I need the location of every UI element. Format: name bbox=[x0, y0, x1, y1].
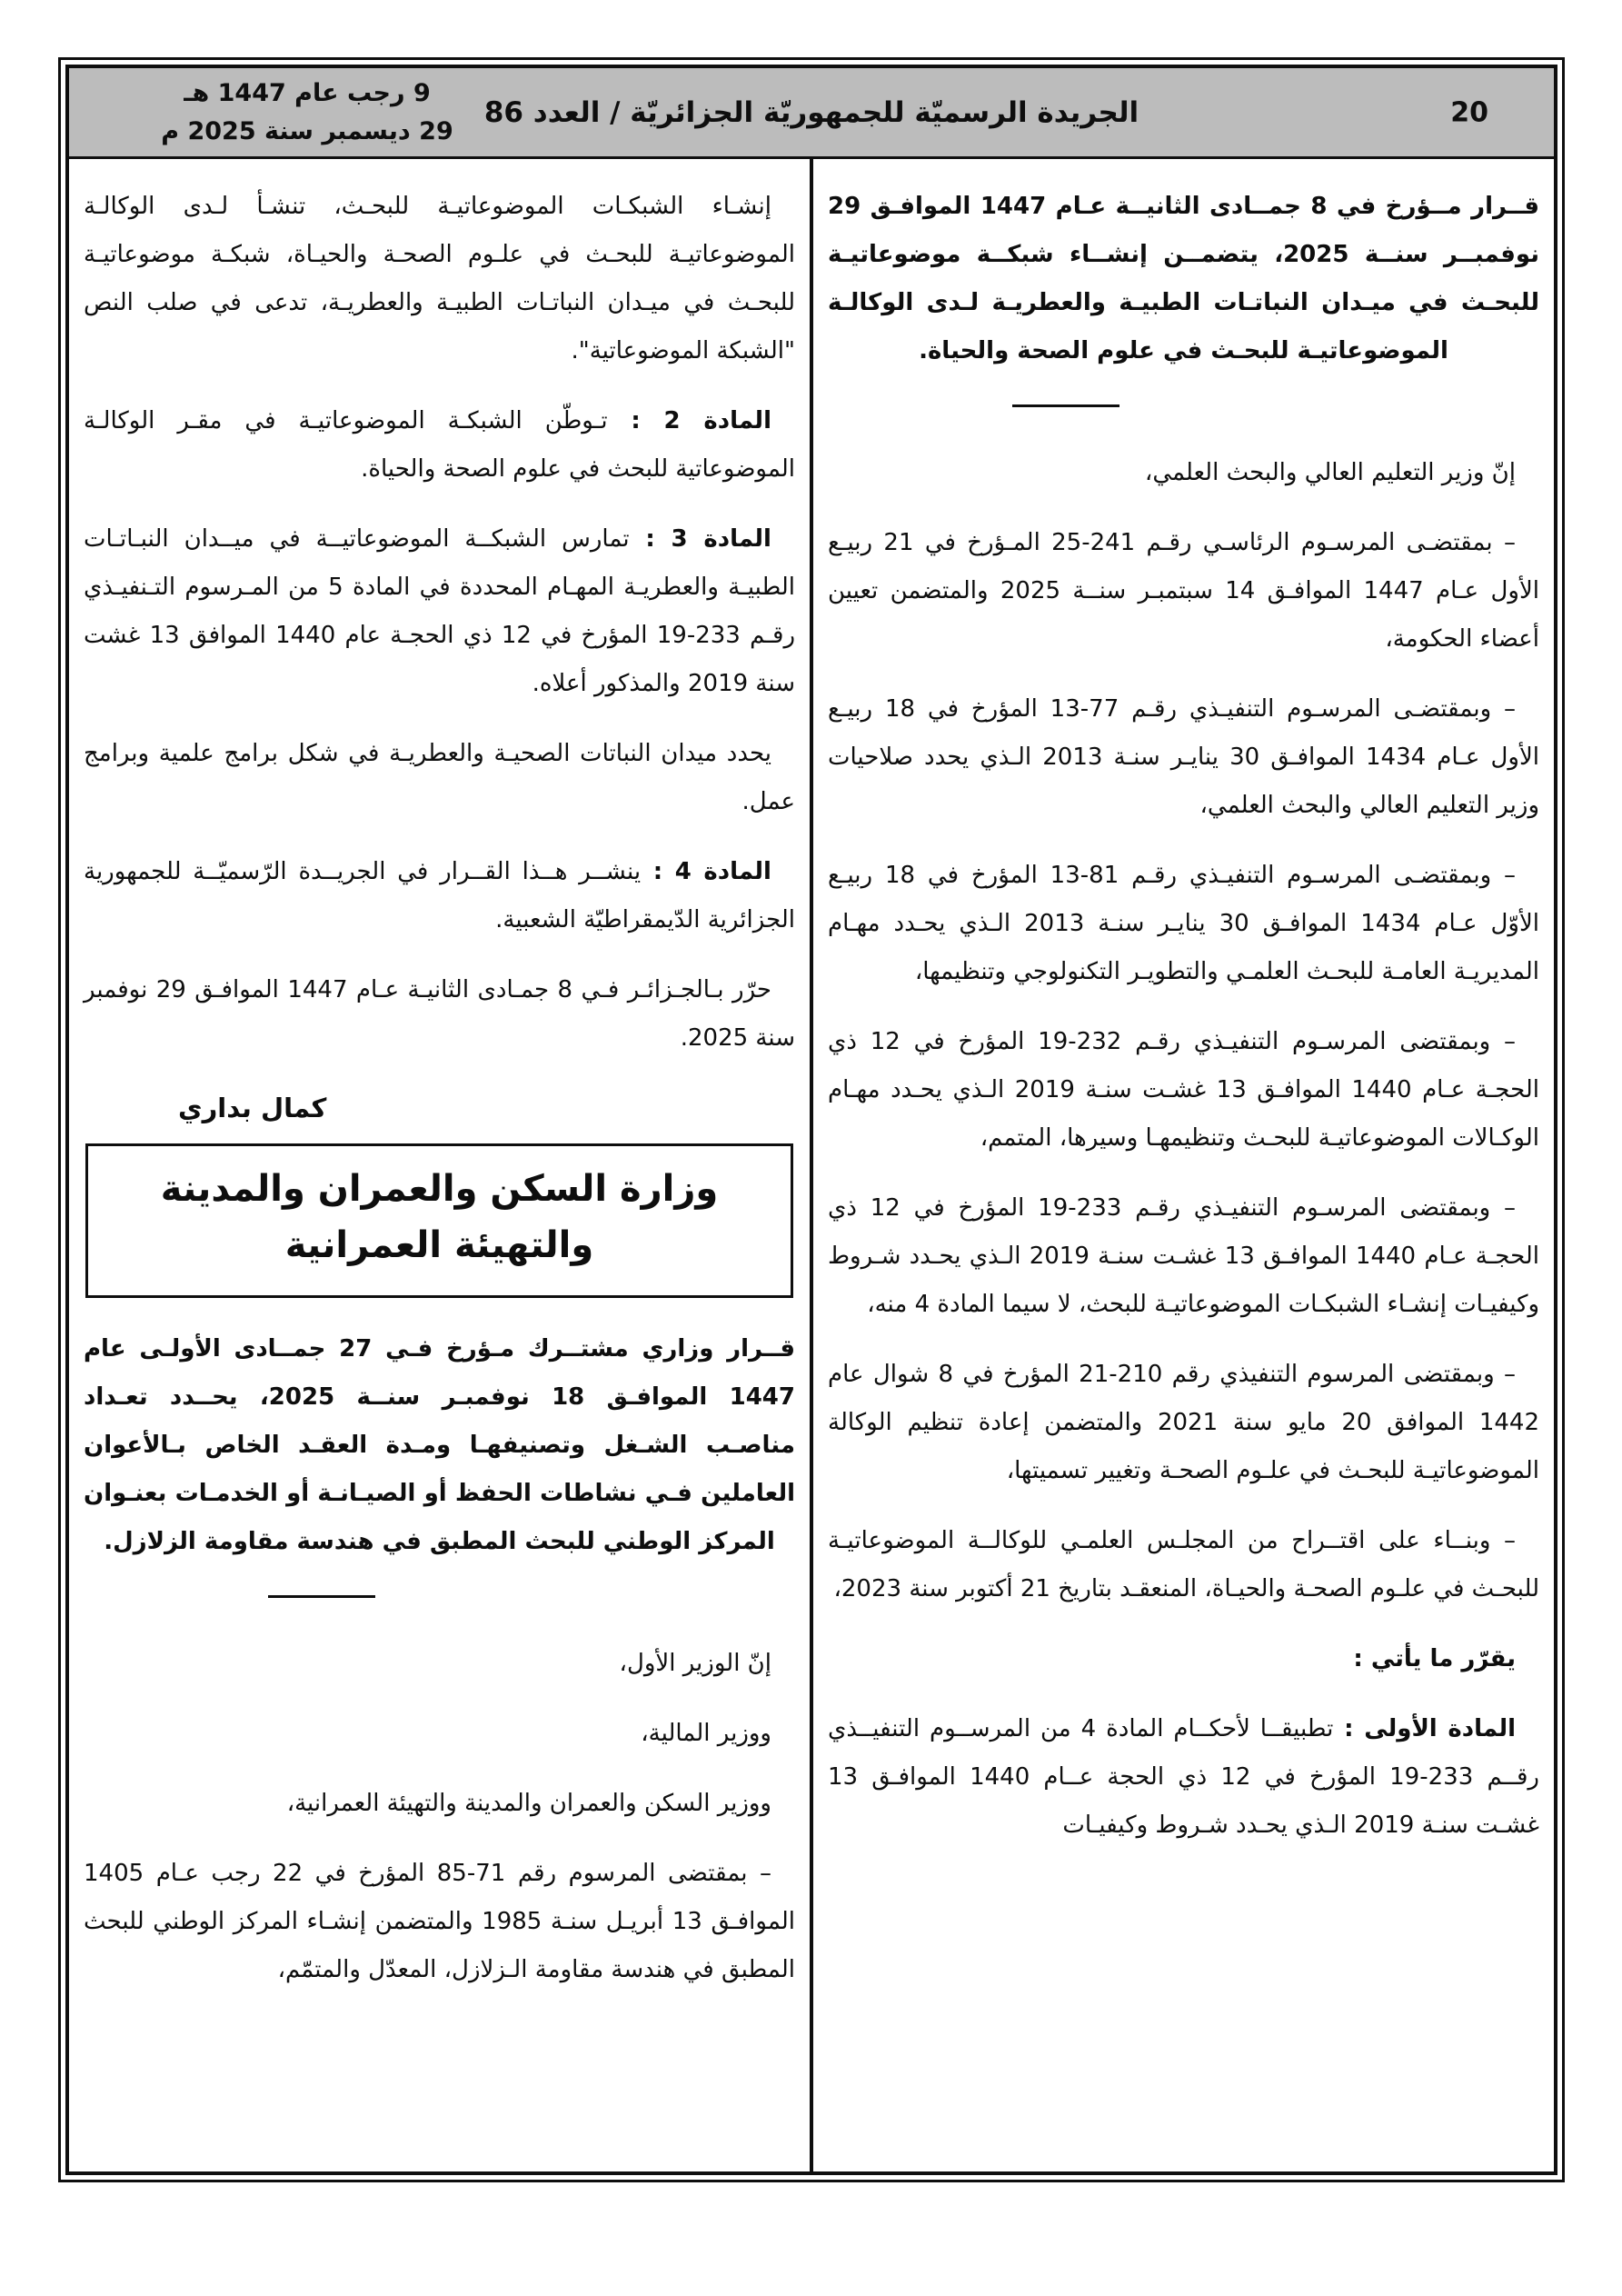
page-frame bbox=[58, 57, 1565, 2182]
box-title-line: والتهيئة العمرانية bbox=[284, 1224, 594, 1266]
paragraph: – وبمقتضى المرسـوم التنفيـذي رقـم 233-19 المؤرخ في 12 ذي الحجـة عـام 1440 الموافـق 13 غشـت سنـة 2019 الـذي يحـدد شـروط وكيفيـات إنشـاء الشبكـات الموضوعاتيـة للبحث، لا سيما المادة 4 منه، bbox=[828, 1194, 1540, 1318]
journal-title: الجريدة الرسميّة للجمهوريّة الجزائريّة / العدد 86 bbox=[483, 95, 1139, 129]
page-inner-border bbox=[65, 65, 1557, 2175]
date-gregorian: 29 ديسمبر سنة 2025 م bbox=[161, 116, 453, 145]
paragraph: – وبنــاء على اقتــراح من المجلـس العلمـي للوكالــة الموضوعاتيـة للبحـث في علـوم الصحـة والحيـاة، المنعقـد بتاريخ 21 أكتوبر سنة 2023، bbox=[828, 1527, 1539, 1602]
header-dates bbox=[80, 75, 534, 151]
header-band bbox=[69, 68, 1554, 159]
page-number: 20 bbox=[1450, 96, 1488, 128]
signature-name: كمال بداري bbox=[178, 1093, 327, 1123]
paragraph: إنّ الوزير الأول، bbox=[619, 1650, 771, 1677]
paragraph: – وبمقتضى المرسوم التنفيذي رقم 210-21 المؤرخ في 8 شوال عام 1442 الموافق 20 مايو سنة 2021 والمتضمن إعادة تنظيم الوكالة الموضوعاتيـة للبحـث في علـوم الصحـة وتغيير تسميتها، bbox=[828, 1361, 1539, 1484]
article-lead: المادة 3 : bbox=[629, 525, 771, 553]
date-hijri: 9 رجب عام 1447 هـ bbox=[184, 78, 431, 107]
paragraph: حرّر بـالجـزائـر فـي 8 جمـادى الثانيـة عـام 1447 الموافـق 29 نوفمبر سنة 2025. bbox=[84, 976, 795, 1052]
article-lead: المادة 2 : bbox=[607, 407, 771, 434]
decree-heading: قــرار مــؤرخ في 8 جمــادى الثانيــة عـام 1447 الموافـق 29 نوفمبــر سنــة 2025، يتضمــن إنشــاء شبكــة موضوعاتيـة للبحـث في ميـدان النباتـات الطبيـة والعطريـة لـدى الوكالـة الموضوعاتيـة للبحـث في علوم الصحة والحياة. bbox=[828, 193, 1539, 364]
paragraph: ووزير المالية، bbox=[641, 1720, 771, 1747]
article-paragraph: المادة 2 : تـوطّن الشبكـة الموضوعاتيـة في مقـر الوكالـة الموضوعاتية للبحث في علوم الصحة والحياة. bbox=[84, 407, 795, 483]
ministry-box-title bbox=[85, 1143, 793, 1298]
box-title-line: وزارة السكن والعمران والمدينة bbox=[160, 1168, 719, 1210]
paragraph: إنّ وزير التعليم العالي والبحث العلمي، bbox=[1144, 459, 1516, 486]
paragraph: إنشـاء الشبكـات الموضوعاتيـة للبحـث، تنشـأ لـدى الوكالـة الموضوعاتيـة للبحـث في علـوم الصحـة والحيـاة، شبكـة موضوعاتيـة للبحـث في ميـدان النباتـات الطبيـة والعطريـة، تدعى في صلب النص "الشبكة الموضوعاتية". bbox=[84, 193, 795, 364]
paragraph: يحدد ميدان النباتات الصحيـة والعطريـة في شكل برامج علمية وبرامج عمل. bbox=[84, 740, 795, 815]
article-lead: المادة الأولى : bbox=[1333, 1715, 1516, 1742]
article-paragraph: المادة الأولى : تطبيقــا لأحكــام المادة 4 من المرســوم التنفيــذي رقــم 233-19 المؤرخ في 12 ذي الحجة عــام 1440 الموافـق 13 غشـت سنـة 2019 الـذي يحـدد شـروط وكيفيـات bbox=[828, 1715, 1539, 1839]
paragraph: – بمقتضى المرسوم رقم 71-85 المؤرخ في 22 رجب عـام 1405 الموافـق 13 أبريـل سنـة 1985 والمتضمن إنشـاء المركز الوطني للبحث المطبق في هندسة مقاومة الـزلازل، المعدّل والمتمّم، bbox=[84, 1860, 796, 1983]
article-paragraph: المادة 4 : ينشــر هــذا القــرار في الجريــدة الرّسميّــة للجمهورية الجزائرية الدّيمقراطيّة الشعبية. bbox=[84, 858, 795, 933]
paragraph: – بمقتضـى المرسـوم الرئاسـي رقـم 241-25 المـؤرخ في 21 ربيـع الأول عـام 1447 الموافـق 14 سبتمبـر سنــة 2025 والمتضمن تعيين أعضاء الحكومة، bbox=[828, 529, 1540, 653]
content-columns bbox=[69, 159, 1554, 2171]
article-paragraph: المادة 3 : تمارس الشبكــة الموضوعاتيــة في ميــدان النبـاتـات الطبيـة والعطريـة المهـام المحددة في المادة 5 من المـرسوم التـنفيـذي رقـم 233-19 المؤرخ في 12 ذي الحجـة عام 1440 الموافق 13 غشت سنة 2019 والمذكور أعلاه. bbox=[84, 525, 795, 697]
paragraph: – وبمقتضـى المرسـوم التنفيـذي رقـم 81-13 المؤرخ في 18 ربيـع الأوّل عـام 1434 الموافـق 30 ينايـر سنـة 2013 الـذي يحـدد مهـام المديريـة العامـة للبحـث العلمـي والتطويـر التكنولوجي وتنظيمها، bbox=[828, 862, 1540, 985]
paragraph: – وبمقتضـى المرسـوم التنفيـذي رقـم 77-13 المؤرخ في 18 ربيـع الأول عـام 1434 الموافـق 30 ينايـر سنـة 2013 الـذي يحدد صلاحيات وزير التعليم العالي والبحث العلمي، bbox=[828, 695, 1540, 819]
column-left bbox=[69, 159, 810, 2171]
decision-formula: يقرّر ما يأتي : bbox=[1353, 1645, 1516, 1672]
paragraph: ووزير السكن والعمران والمدينة والتهيئة العمرانية، bbox=[286, 1790, 771, 1817]
paragraph: – وبمقتضى المرسـوم التنفيـذي رقـم 232-19 المؤرخ في 12 ذي الحجـة عـام 1440 الموافـق 13 غشـت سنـة 2019 الـذي يحـدد مهـام الوكـالات الموضوعاتيـة للبحـث وتنظيمهـا وسيرها، المتمم، bbox=[828, 1028, 1540, 1152]
separator-rule bbox=[268, 1595, 375, 1598]
separator-rule bbox=[1012, 404, 1119, 407]
article-lead: المادة 4 : bbox=[641, 858, 771, 885]
column-right bbox=[810, 159, 1554, 2171]
joint-decree-heading: قــرار وزاري مشتــرك مـؤرخ فـي 27 جمــادى الأولـى عام 1447 الموافـق 18 نوفمبـر سنــة 2025، يحــدد تعـداد مناصـب الشـغل وتصنيفهـا ومـدة العقـد الخاص بـالأعوان العاملين فـي نشاطات الحفظ أو الصيـانـة أو الخدمـات بعنـوان المركز الوطني للبحث المطبق في هندسة مقاومة الزلازل. bbox=[84, 1335, 795, 1555]
